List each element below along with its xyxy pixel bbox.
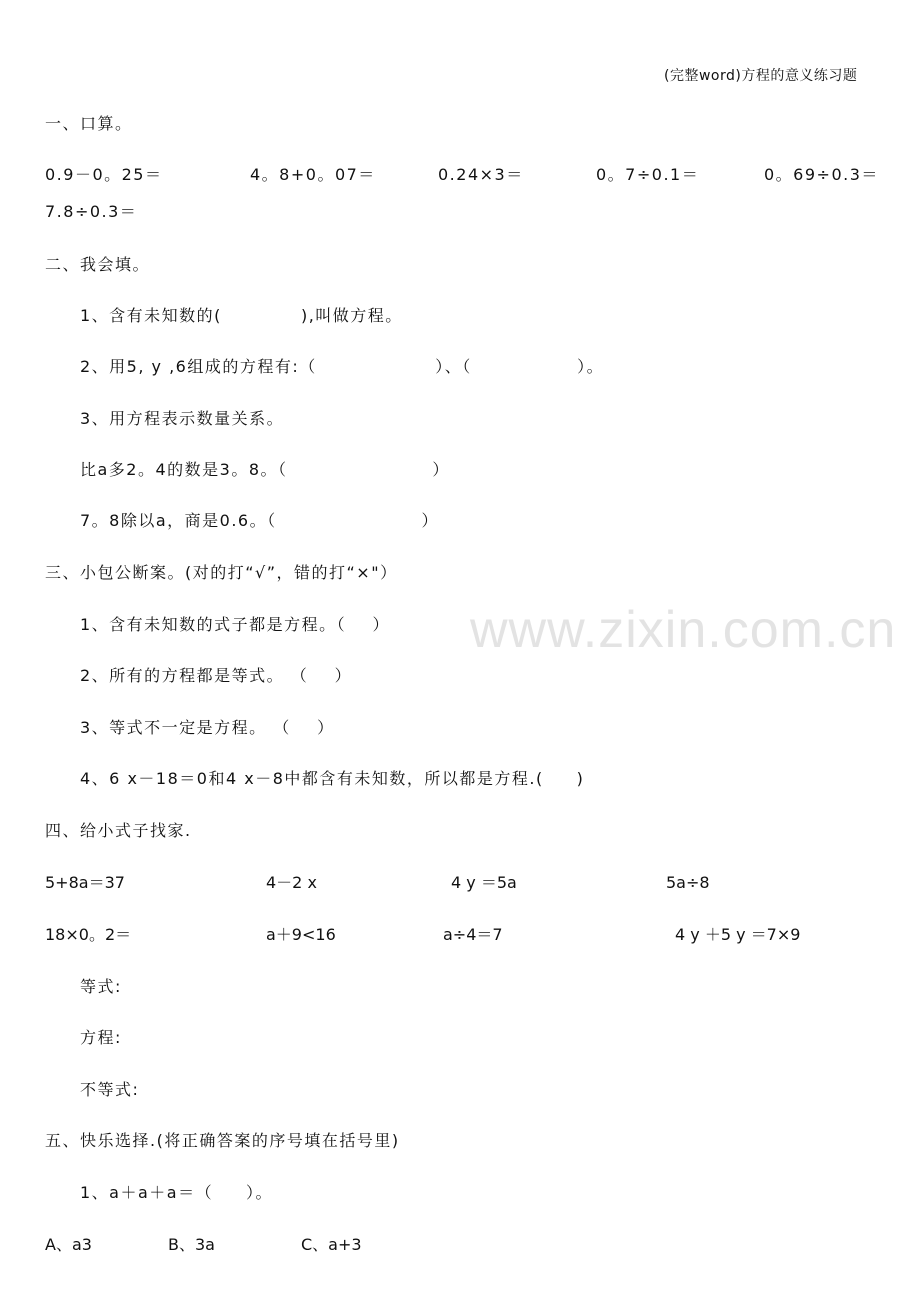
section-5-title: 五、快乐选择.(将正确答案的序号填在括号里) [45, 1131, 400, 1150]
choice-option-b: B、3a [168, 1235, 215, 1254]
section-3-title: 三、小包公断案。(对的打“√”，错的打“×"） [45, 563, 398, 582]
calc-item: 7.8÷0.3＝ [45, 202, 138, 221]
calc-item: 0。7÷0.1＝ [596, 165, 700, 184]
fill-question-2: 2、用5, y ,6组成的方程有:（ ）、（ ）。 [80, 357, 605, 376]
expression-item: 5+8a＝37 [45, 873, 125, 892]
expression-item: 5a÷8 [666, 873, 710, 892]
expression-item: 4 y ＋5 y ＝7×9 [675, 925, 801, 944]
calc-item: 4。8+0。07＝ [250, 165, 376, 184]
section-1-title: 一、口算。 [45, 114, 133, 133]
section-2-title: 二、我会填。 [45, 255, 151, 274]
expression-item: 4－2 x [266, 873, 317, 892]
choice-question-1: 1、a＋a＋a＝（ ）。 [80, 1183, 274, 1202]
choice-option-c: C、a+3 [301, 1235, 362, 1254]
section-4-title: 四、给小式子找家. [45, 821, 192, 840]
watermark: www.zixin.com.cn [470, 601, 897, 659]
judge-item: 2、所有的方程都是等式。 （ ） [80, 666, 353, 685]
document-header: (完整word)方程的意义练习题 [664, 68, 858, 84]
label-inequality: 不等式: [80, 1080, 140, 1099]
calc-item: 0.9－0。25＝ [45, 165, 163, 184]
judge-item: 3、等式不一定是方程。 （ ） [80, 718, 335, 737]
fill-question-3: 3、用方程表示数量关系。 [80, 409, 285, 428]
choice-option-a: A、a3 [45, 1235, 92, 1254]
judge-item: 4、6 x－18＝0和4 x－8中都含有未知数，所以都是方程.( ) [80, 769, 585, 788]
fill-question-1: 1、含有未知数的( ),叫做方程。 [80, 306, 403, 325]
calc-item: 0。69÷0.3＝ [764, 165, 879, 184]
label-equality: 等式: [80, 977, 122, 996]
fill-question-3b: 7。8除以a，商是0.6。（ ） [80, 511, 440, 530]
expression-item: a÷4＝7 [443, 925, 503, 944]
calc-item: 0.24×3＝ [438, 165, 524, 184]
judge-item: 1、含有未知数的式子都是方程。（ ） [80, 615, 391, 634]
expression-item: 18×0。2＝ [45, 925, 132, 944]
expression-item: 4 y ＝5a [451, 873, 517, 892]
expression-item: a＋9<16 [266, 925, 336, 944]
fill-question-3a: 比a多2。4的数是3。8。（ ） [80, 460, 450, 479]
label-equation: 方程: [80, 1028, 122, 1047]
